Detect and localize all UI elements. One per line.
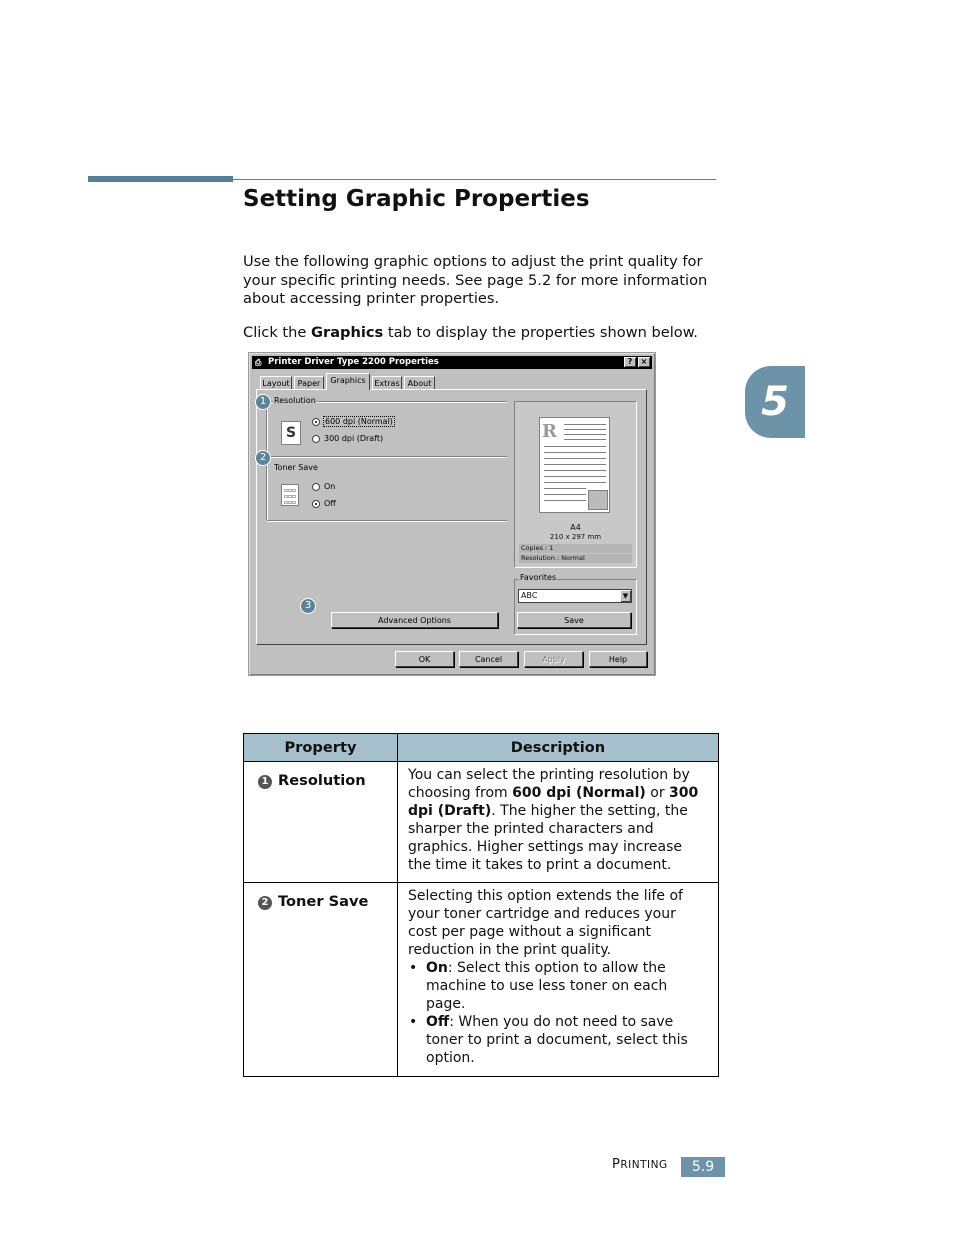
table-row	[244, 762, 719, 883]
chevron-down-icon[interactable]: ▼	[620, 590, 631, 602]
chapter-tab: 5	[745, 366, 805, 438]
desc-intro: Selecting this option extends the life of your toner cartridge and reduces your cost per page without a significant reduction in the print quality.	[408, 888, 683, 959]
paper-name: A4	[570, 523, 581, 532]
callout-1: 1	[255, 394, 271, 410]
click-bold: Graphics	[311, 324, 384, 341]
callout-2: 2	[255, 450, 271, 466]
ok-button[interactable]: OK	[395, 651, 454, 667]
desc-text: You can select the printing resolution by choosing from	[408, 767, 690, 801]
preview-letter: R	[542, 421, 557, 442]
resolution-line: Resolution : Normal	[519, 554, 632, 563]
advanced-options-button[interactable]: Advanced Options	[331, 612, 498, 628]
footer-label-first: P	[612, 1157, 621, 1172]
description-cell	[398, 883, 719, 1076]
page-title: Setting Graphic Properties	[243, 186, 590, 212]
property-table	[243, 733, 719, 1077]
description-cell	[398, 762, 719, 883]
page-preview	[539, 417, 610, 513]
resolution-group-label: Resolution	[274, 396, 316, 405]
toner-on-radio[interactable]	[312, 483, 320, 491]
help-button[interactable]: Help	[589, 651, 647, 667]
tab-paper[interactable]: Paper	[294, 376, 324, 389]
desc-text: . The higher the setting, the sharper the printed characters and graphics. Higher settings may increase the time it takes to print a document.	[408, 802, 688, 873]
bullet-on	[408, 960, 708, 1014]
bullet-bold: On	[426, 960, 448, 977]
bullet-bold: Off	[426, 1013, 450, 1030]
footer-page-number: 5.9	[681, 1157, 725, 1177]
help-titlebar-button[interactable]: ?	[624, 357, 636, 367]
close-titlebar-button[interactable]: ×	[638, 357, 650, 367]
tab-graphics[interactable]: Graphics	[326, 373, 370, 390]
toner-group-label: Toner Save	[274, 463, 318, 472]
toner-group-line	[267, 456, 507, 458]
callout-3: 3	[300, 598, 316, 614]
res-300-label[interactable]: 300 dpi (Draft)	[324, 434, 384, 443]
printer-properties-dialog	[248, 352, 656, 676]
favorites-label: Favorites	[520, 573, 557, 582]
copies-line: Copies : 1	[519, 544, 632, 553]
dialog-titlebar	[252, 356, 652, 369]
bullet-text: : When you do not need to save toner to print a document, select this option.	[426, 1013, 688, 1066]
res-300-radio[interactable]	[312, 435, 320, 443]
resolution-s-icon: S	[281, 421, 301, 445]
click-suffix: tab to display the properties shown below.	[383, 324, 698, 341]
property-name: Toner Save	[278, 893, 369, 911]
header-description: Description	[398, 734, 719, 762]
tab-extras[interactable]: Extras	[372, 376, 402, 389]
dialog-title: Printer Driver Type 2200 Properties	[268, 357, 439, 367]
save-button[interactable]: Save	[517, 612, 631, 628]
bullet-text: : Select this option to allow the machine to use less toner on each page.	[426, 960, 668, 1012]
favorites-select[interactable]	[518, 589, 632, 603]
property-cell	[244, 883, 398, 1076]
toner-off-label[interactable]: Off	[324, 499, 336, 508]
table-header-row	[244, 734, 719, 762]
res-600-radio[interactable]	[312, 418, 320, 426]
tab-about[interactable]: About	[404, 376, 435, 389]
favorites-value: ABC	[521, 591, 538, 600]
footer-label-rest: RINTING	[620, 1159, 668, 1171]
toner-dots-icon: ▫▫▫ ▫▫▫ ▫▫▫	[281, 484, 299, 506]
desc-bold: 600 dpi (Normal)	[512, 784, 646, 801]
property-name: Resolution	[278, 772, 366, 789]
header-rule-thin	[233, 179, 716, 180]
row-number-badge: 1	[258, 775, 272, 789]
header-rule-thick	[88, 176, 233, 182]
header-property: Property	[244, 734, 398, 762]
toner-off-radio[interactable]	[312, 500, 320, 508]
tab-layout[interactable]: Layout	[260, 376, 292, 389]
apply-button[interactable]: Apply	[524, 651, 583, 667]
desc-bold: 300 dpi (Draft)	[408, 784, 699, 819]
res-600-label[interactable]: 600 dpi (Normal)	[325, 417, 393, 426]
footer-section-label	[612, 1157, 668, 1172]
row-number-badge: 2	[258, 896, 272, 910]
toner-on-label[interactable]: On	[324, 482, 336, 491]
click-prefix: Click the	[243, 324, 312, 341]
desc-text: or	[645, 784, 670, 801]
table-row	[244, 883, 719, 1076]
toner-group-bottom-line	[267, 520, 507, 522]
printer-icon: ⎙	[255, 358, 262, 367]
bullet-off	[408, 1014, 708, 1068]
cancel-button[interactable]: Cancel	[459, 651, 518, 667]
property-cell	[244, 762, 398, 883]
paper-size: 210 x 297 mm	[549, 533, 602, 541]
intro-paragraph: Use the following graphic options to adjust the print quality for your specific printing needs. See page 5.2 for more information about accessing printer properties.	[243, 253, 708, 307]
click-instruction	[243, 324, 723, 343]
preview-image-placeholder	[588, 490, 608, 510]
